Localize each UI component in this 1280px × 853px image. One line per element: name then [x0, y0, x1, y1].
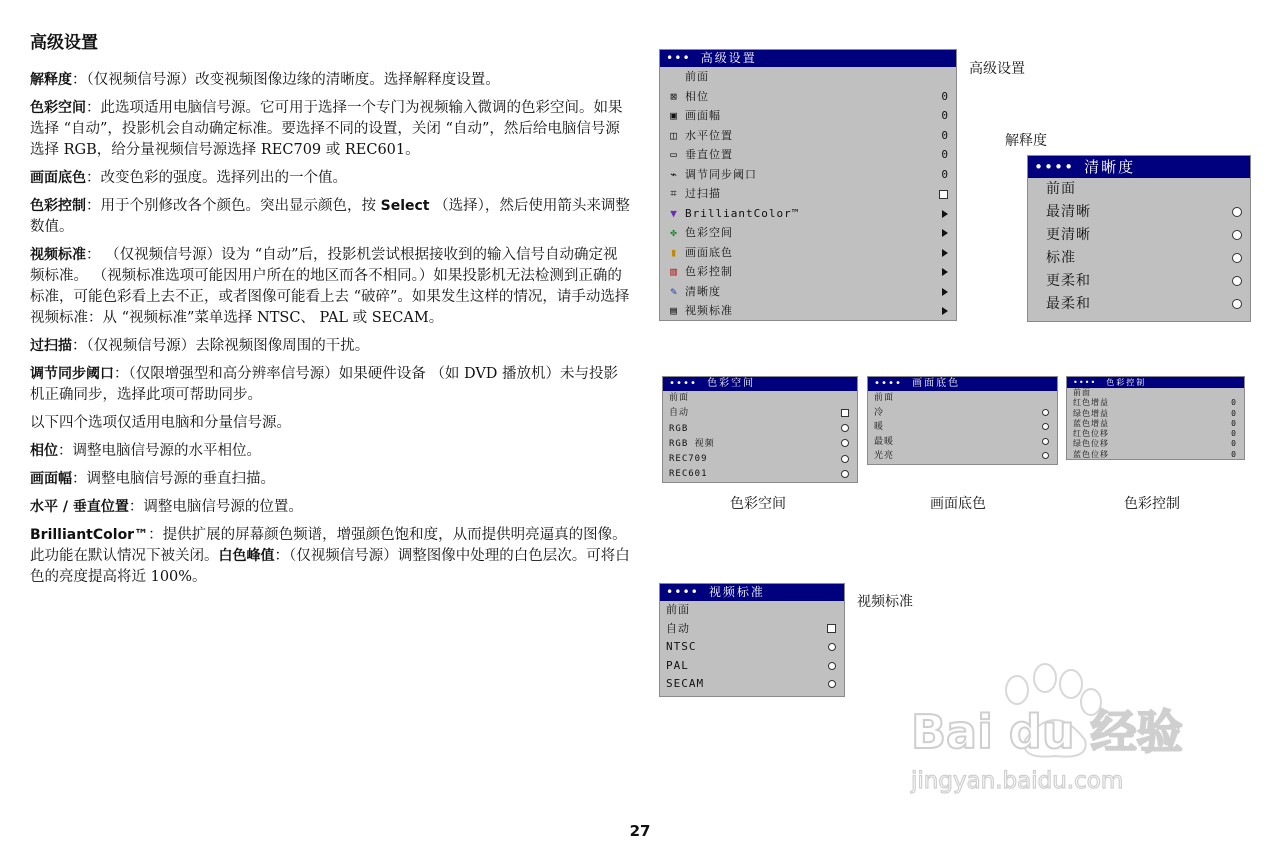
menu-item[interactable]: [1040, 247, 1250, 270]
menu-item-value: 0: [1231, 429, 1236, 439]
checkbox[interactable]: [841, 409, 849, 417]
menu-item[interactable]: [868, 435, 1057, 450]
paragraph-overscan: [30, 336, 630, 357]
menu-item-label: 最清晰: [1046, 204, 1091, 220]
menu-item-control: [1232, 201, 1242, 224]
paragraph-text: （仅限增强型和高分辨率信号源）如果硬件设备 （如 DVD 播放机）未与投影机正确同步，选择此项可帮助同步。: [30, 366, 619, 403]
menu-item[interactable]: [1067, 439, 1244, 449]
menu-item[interactable]: [1067, 450, 1244, 460]
menu-item-value: 0: [941, 89, 948, 103]
term: 画面底色: [30, 170, 86, 186]
menu-item-label: 红色增益: [1073, 398, 1109, 408]
menu-title: 色彩空间: [707, 378, 756, 389]
color-control-menu: [1066, 376, 1245, 460]
tracking-icon: ▣: [670, 109, 677, 122]
menu-item[interactable]: [660, 184, 956, 204]
menu-item[interactable]: [660, 126, 956, 146]
paragraph-sharpness: [30, 70, 630, 91]
menu-item[interactable]: [1067, 429, 1244, 439]
menu-item-value: [939, 184, 948, 204]
menu-item-control: [1232, 270, 1242, 293]
menu-item[interactable]: [660, 601, 844, 620]
menu-item-label: 垂直位置: [685, 148, 733, 161]
paragraph-color-space: [30, 98, 630, 161]
submenu-arrow-icon: [942, 307, 948, 315]
paragraph-text: （选择），然后使用箭头来调整数值。: [30, 198, 630, 235]
menu-item-value: [942, 262, 948, 282]
text-column: [30, 70, 630, 595]
menu-item-label: 清晰度: [685, 284, 721, 298]
menu-item-label: 调节同步阈口: [685, 167, 757, 181]
term: 过扫描: [30, 338, 72, 354]
paragraph-video-standard: [30, 245, 630, 329]
term-sep: ：: [72, 72, 87, 88]
paragraph-color-control: [30, 196, 630, 238]
submenu-arrow-icon: [942, 249, 948, 257]
menu-item-label: 水平位置: [685, 128, 733, 142]
menu-item-value: 0: [941, 109, 948, 122]
brilliantcolor-icon: ▼: [670, 206, 677, 220]
menu-header: [660, 584, 844, 601]
menu-header: [868, 377, 1057, 391]
menu-dots: •••: [666, 51, 691, 65]
menu-item[interactable]: [660, 620, 844, 639]
menu-item[interactable]: [660, 165, 956, 185]
vertical-position-icon: ▭: [670, 148, 677, 161]
paragraph-tint: [30, 168, 630, 189]
menu-item-control: [1232, 247, 1242, 270]
radio-button[interactable]: [828, 662, 836, 670]
caption-color-control: 色彩控制: [1124, 496, 1180, 512]
tint-menu: [867, 376, 1058, 465]
menu-item-label: 标准: [1046, 250, 1076, 266]
radio-button[interactable]: [1042, 423, 1049, 430]
menu-item-label: 更柔和: [1046, 273, 1091, 289]
menu-item-label: 蓝色位移: [1073, 449, 1109, 459]
menu-item[interactable]: [660, 67, 956, 87]
video-standard-menu: [659, 583, 845, 697]
menu-item-label: REC709: [669, 454, 708, 465]
menu-item-label: 视频标准: [685, 304, 733, 317]
term: 相位: [30, 443, 58, 459]
menu-item[interactable]: [868, 420, 1057, 435]
menu-item-label: 前面: [685, 70, 709, 83]
menu-item[interactable]: [1067, 388, 1244, 398]
term-sep: ：: [58, 443, 73, 459]
paragraph-text: （仅视频信号源）调整图像中处理的白色层次。可将白色的亮度提高将近 100%。: [30, 548, 630, 585]
term: 调节同步阈口: [30, 366, 114, 382]
menu-item-control: [828, 638, 836, 657]
term: 水平 / 垂直位置: [30, 499, 129, 515]
caption-sharpness: 解释度: [1005, 133, 1047, 149]
menu-item-label: 最暖: [874, 436, 895, 447]
menu-item[interactable]: [663, 437, 857, 452]
menu-item[interactable]: [868, 406, 1057, 421]
term: 色彩控制: [30, 198, 86, 214]
menu-item-control: [828, 675, 836, 694]
menu-item-control: [1042, 449, 1049, 464]
menu-title: 画面底色: [912, 378, 961, 389]
menu-item-value: 0: [1231, 408, 1236, 418]
menu-item-value: [942, 301, 948, 321]
menu-header: [1067, 377, 1244, 388]
radio-button[interactable]: [841, 470, 849, 478]
menu-item[interactable]: [868, 391, 1057, 406]
radio-button[interactable]: [1232, 207, 1242, 217]
checkbox[interactable]: [939, 190, 948, 199]
menu-item-label: BrilliantColor™: [685, 206, 800, 220]
menu-title: 高级设置: [700, 51, 757, 65]
menu-title: 色彩控制: [1106, 378, 1147, 387]
menu-item[interactable]: [660, 657, 844, 676]
menu-item[interactable]: [663, 467, 857, 482]
sync-threshold-icon: ⌁: [670, 167, 677, 181]
menu-item-label: PAL: [666, 658, 689, 672]
menu-item-label: 过扫描: [685, 187, 721, 200]
term: 画面幅: [30, 471, 72, 487]
radio-button[interactable]: [841, 424, 849, 432]
menu-item[interactable]: [660, 87, 956, 107]
radio-button[interactable]: [841, 439, 849, 447]
menu-item-label: 前面: [1046, 181, 1076, 197]
menu-item-label: 自动: [666, 621, 690, 635]
paragraph-text: （仅视频信号源）改变视频图像边缘的清晰度。选择解释度设置。: [86, 72, 500, 88]
menu-item[interactable]: [663, 406, 857, 421]
caption-advanced: 高级设置: [969, 61, 1025, 77]
menu-item-label: 画面幅: [685, 109, 721, 122]
radio-button[interactable]: [1232, 276, 1242, 286]
paragraph-text: 调整电脑信号源的位置。: [143, 499, 303, 515]
radio-button[interactable]: [1042, 409, 1049, 416]
menu-item[interactable]: [660, 675, 844, 694]
menu-item-label: 色彩空间: [685, 226, 733, 239]
menu-item[interactable]: [1067, 409, 1244, 419]
submenu-arrow-icon: [942, 268, 948, 276]
paragraph-text: （仅视频信号源）去除视频图像周围的干扰。: [86, 338, 370, 354]
menu-item-value: 0: [941, 128, 948, 142]
color-control-icon: ▥: [670, 265, 677, 278]
menu-item-label: 绿色增益: [1073, 408, 1109, 418]
paragraph-text: 调整电脑信号源的水平相位。: [72, 443, 261, 459]
term-sep: ：: [86, 170, 101, 186]
menu-item-label: 更清晰: [1046, 227, 1091, 243]
menu-item[interactable]: [868, 449, 1057, 464]
tint-icon: ▮: [670, 245, 677, 259]
menu-item-label: SECAM: [666, 677, 705, 690]
menu-item[interactable]: [663, 391, 857, 406]
paragraph-text: （仅视频信号源）设为 “自动”后，投影机尝试根据接收到的输入信号自动确定视频标准。 （视频标准选项可能因用户所在的地区而各不相同。）如果投影机无法检测到正确的标准，可能色彩看上去不正，或者图像可能看上去 “破碎”。如果发生这样的情况，请手动选择视频标准：从 “视频标准”菜单选择 NTSC、 PAL 或 SECAM。: [30, 247, 630, 326]
menu-item-label: 暖: [874, 422, 885, 432]
menu-item-control: [1232, 224, 1242, 247]
menu-item-value: [942, 204, 948, 224]
menu-item-label: 相位: [685, 89, 709, 103]
paragraph-phase: [30, 441, 630, 462]
menu-item-control: [1042, 406, 1049, 421]
menu-item[interactable]: [660, 262, 956, 282]
horizontal-position-icon: ◫: [670, 128, 677, 142]
menu-item[interactable]: [1040, 270, 1250, 293]
paragraph-text: 此选项适用电脑信号源。它可用于选择一个专门为视频输入微调的色彩空间。如果选择 “自动”，投影机会自动确定标准。要选择不同的设置，关闭 “自动”，然后给电脑信号源选择 RGB，给分量视频信号源选择 REC709 或 REC601。: [30, 100, 623, 158]
term: 视频标准: [30, 247, 86, 263]
color-space-menu: [662, 376, 858, 483]
paragraph-text: 改变色彩的强度。选择列出的一个值。: [100, 170, 347, 186]
term: 色彩空间: [30, 100, 86, 116]
video-standard-icon: ▤: [670, 304, 677, 317]
menu-item-label: 色彩控制: [685, 265, 733, 278]
menu-item-label: RGB 视频: [669, 438, 715, 449]
menu-dots: ••••: [1034, 158, 1075, 176]
radio-button[interactable]: [1232, 253, 1242, 263]
menu-title: 清晰度: [1084, 158, 1136, 176]
menu-item-value: [942, 223, 948, 243]
menu-item-value: 0: [941, 167, 948, 181]
term-sep: ：: [86, 247, 101, 263]
menu-dots: ••••: [666, 585, 699, 599]
term: 白色峰值: [218, 548, 275, 564]
menu-item-label: 前面: [874, 393, 895, 403]
term-sep: ：: [86, 100, 101, 116]
menu-item-value: [942, 282, 948, 302]
menu-item-control: [841, 422, 849, 437]
menu-item[interactable]: [1040, 178, 1250, 201]
menu-item-control: [841, 467, 849, 482]
menu-item[interactable]: [660, 204, 956, 224]
term-sep: ：: [86, 198, 101, 214]
paragraph-brilliantcolor: [30, 525, 630, 588]
menu-item-label: 前面: [669, 393, 690, 403]
overscan-icon: ⌗: [670, 187, 677, 200]
menu-item-label: REC601: [669, 469, 708, 480]
menu-item-value: [942, 243, 948, 263]
menu-item-value: 0: [1231, 418, 1236, 428]
advanced-settings-menu: [659, 49, 957, 321]
menu-item-value: 0: [941, 148, 948, 161]
menu-item[interactable]: [1067, 419, 1244, 429]
paragraph-text: 以下四个选项仅适用电脑和分量信号源。: [30, 415, 291, 431]
menu-item-label: 冷: [874, 407, 885, 418]
menu-item[interactable]: [1040, 201, 1250, 224]
color-space-icon: ✤: [670, 226, 677, 239]
menu-item-control: [1042, 420, 1049, 435]
menu-item-label: 前面: [666, 603, 690, 616]
menu-header: [1028, 156, 1250, 178]
menu-item[interactable]: [660, 243, 956, 263]
paw-logo-icon: [905, 660, 1205, 800]
submenu-arrow-icon: [942, 229, 948, 237]
submenu-arrow-icon: [942, 288, 948, 296]
menu-item[interactable]: [1040, 224, 1250, 247]
menu-dots: ••••: [874, 378, 903, 389]
paragraph-sync-threshold: [30, 364, 630, 406]
menu-item-value: 0: [1231, 449, 1236, 459]
menu-item-label: 自动: [669, 408, 690, 419]
term: BrilliantColor™: [30, 527, 149, 543]
menu-item-label: 最柔和: [1046, 296, 1091, 312]
menu-item[interactable]: [660, 282, 956, 302]
menu-item-value: 0: [1231, 439, 1236, 449]
paragraph-text: 调整电脑信号源的垂直扫描。: [86, 471, 275, 487]
menu-item[interactable]: [660, 106, 956, 126]
menu-item[interactable]: [660, 145, 956, 165]
menu-item[interactable]: [1040, 293, 1250, 316]
term-sep: ：: [114, 366, 129, 382]
caption-video-standard: 视频标准: [857, 594, 913, 610]
menu-item[interactable]: [660, 638, 844, 657]
caption-color-space: 色彩空间: [730, 496, 786, 512]
radio-button[interactable]: [1232, 299, 1242, 309]
radio-button[interactable]: [1042, 452, 1049, 459]
menu-item-control: [841, 452, 849, 467]
term-sep: ：: [72, 338, 87, 354]
menu-item-control: [828, 657, 836, 676]
menu-item-control: [841, 406, 849, 421]
radio-button[interactable]: [841, 455, 849, 463]
menu-title: 视频标准: [708, 585, 765, 599]
menu-item-label: 蓝色增益: [1073, 418, 1109, 428]
term-sep: ：: [274, 548, 289, 564]
menu-header: [660, 50, 956, 67]
sharpness-menu: [1027, 155, 1251, 322]
menu-item-label: NTSC: [666, 640, 697, 653]
menu-item-control: [1042, 435, 1049, 450]
page-number: 27: [629, 822, 651, 840]
menu-item-value: 0: [1231, 398, 1236, 408]
menu-item-control: [841, 437, 849, 452]
paragraph-tracking: [30, 469, 630, 490]
menu-item[interactable]: [663, 422, 857, 437]
menu-header: [663, 377, 857, 391]
baidu-watermark-logo: [905, 660, 1205, 800]
menu-item[interactable]: [660, 223, 956, 243]
paragraph-text: 提供扩展的屏幕颜色频谱，增强颜色饱和度，从而提供明亮逼真的图像。此功能在默认情况下被关闭。: [30, 527, 627, 564]
submenu-arrow-icon: [942, 210, 948, 218]
radio-button[interactable]: [828, 643, 836, 651]
menu-item[interactable]: [663, 452, 857, 467]
term-sep: ：: [128, 499, 144, 515]
paragraph-note: [30, 413, 630, 434]
radio-button[interactable]: [1042, 438, 1049, 445]
term-sep: ：: [72, 471, 87, 487]
radio-button[interactable]: [1232, 230, 1242, 240]
menu-dots: ••••: [669, 378, 698, 389]
watermark-brand: Bai du 经验: [911, 705, 1183, 759]
sharpness-icon: ✎: [670, 284, 677, 298]
menu-item-label: 红色位移: [1073, 429, 1109, 439]
watermark-url: jingyan.baidu.com: [911, 768, 1124, 794]
menu-item-label: 光亮: [874, 451, 895, 461]
caption-tint: 画面底色: [930, 496, 986, 512]
select-keyword: Select: [380, 198, 430, 214]
menu-item-label: 画面底色: [685, 245, 733, 259]
menu-item[interactable]: [1067, 398, 1244, 408]
phase-icon: ⊠: [670, 89, 677, 103]
term-sep: ：: [148, 527, 163, 543]
checkbox[interactable]: [827, 624, 836, 633]
radio-button[interactable]: [828, 680, 836, 688]
page-title: 高级设置: [30, 33, 98, 53]
menu-item-label: 前面: [1073, 388, 1091, 397]
paragraph-text: 用于个别修改各个颜色。突出显示颜色，按: [100, 198, 381, 214]
menu-item-control: [1232, 293, 1242, 316]
menu-item-control: [827, 620, 836, 639]
term: 解释度: [30, 72, 72, 88]
menu-item[interactable]: [660, 301, 956, 321]
menu-item-label: RGB: [669, 423, 689, 434]
paragraph-position: [30, 497, 630, 518]
menu-item-label: 绿色位移: [1073, 439, 1109, 449]
menu-dots: ••••: [1073, 378, 1097, 387]
